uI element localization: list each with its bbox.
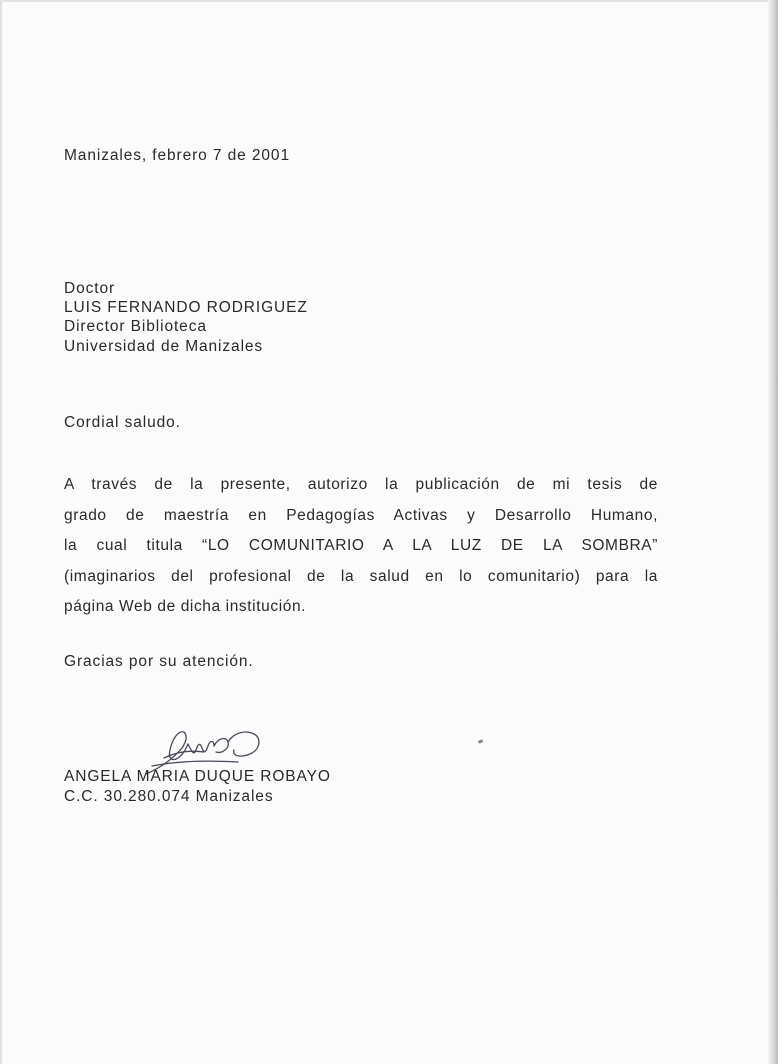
closing: Gracias por su atención.: [64, 653, 254, 670]
scan-edge-right: [768, 0, 778, 1064]
signer-name: ANGELA MARIA DUQUE ROBAYO: [64, 768, 331, 785]
body-line: grado de maestría en Pedagogías Activas y Desarrollo Humano,: [64, 506, 658, 524]
body-line: A través de la presente, autorizo la publicación de mi tesis de: [64, 476, 658, 493]
recipient-institution: Universidad de Manizales: [64, 338, 264, 355]
scan-speck: [478, 739, 484, 744]
body-line: página Web de dicha institución.: [64, 598, 307, 615]
recipient-title: Doctor: [64, 280, 116, 297]
scan-edge-left: [0, 0, 3, 1064]
letter-date: Manizales, febrero 7 de 2001: [64, 147, 290, 164]
greeting: Cordial saludo.: [64, 414, 181, 431]
letter-body: [64, 470, 658, 623]
signer-id: C.C. 30.280.074 Manizales: [64, 788, 274, 805]
body-line: la cual titula “LO COMUNITARIO A LA LUZ DE LA SOMBRA”: [64, 537, 658, 554]
recipient-name: LUIS FERNANDO RODRIGUEZ: [64, 299, 308, 316]
scan-edge-top: [0, 0, 778, 2]
recipient-position: Director Biblioteca: [64, 318, 207, 335]
body-line: (imaginarios del profesional de la salud en lo comunitario) para la: [64, 567, 658, 585]
